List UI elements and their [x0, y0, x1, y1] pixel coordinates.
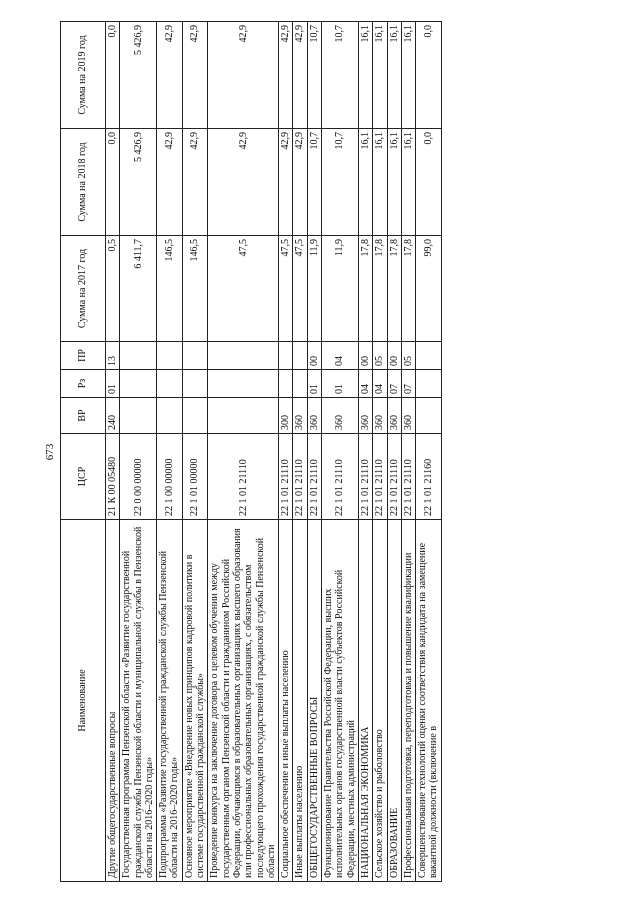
budget-table [60, 21, 442, 882]
cell-csr: 22 1 01 21160 [416, 434, 442, 520]
cell-sum-2017: 146,5 [182, 236, 208, 342]
cell-pr [120, 342, 157, 370]
cell-rz: 04 [358, 370, 372, 398]
cell-name: Сельское хозяйство и рыболовство [373, 520, 387, 882]
cell-rz [120, 370, 157, 398]
cell-rz: 07 [387, 370, 401, 398]
header-pr: ПР [61, 342, 106, 370]
cell-name: ОБРАЗОВАНИЕ [387, 520, 401, 882]
cell-sum-2017: 11,9 [322, 236, 359, 342]
cell-csr: 21 К 00 05480 [106, 434, 120, 520]
cell-name: Профессиональная подготовка, переподготовка и повышение квалификации [401, 520, 415, 882]
cell-sum-2019: 42,9 [182, 22, 208, 129]
table-header-row [61, 22, 106, 882]
cell-sum-2017: 99,0 [416, 236, 442, 342]
cell-rz: 01 [307, 370, 321, 398]
header-sum-2017: Сумма на 2017 год [61, 236, 106, 342]
table-row [416, 22, 442, 882]
cell-sum-2018: 5 426,9 [120, 129, 157, 236]
cell-pr [208, 342, 279, 370]
cell-sum-2018: 16,1 [373, 129, 387, 236]
header-vr: ВР [61, 398, 106, 434]
cell-pr: 13 [106, 342, 120, 370]
cell-csr: 22 0 00 00000 [120, 434, 157, 520]
table-row [387, 22, 401, 882]
cell-name: Функционирование Правительства Российской Федерации, высших исполнительных органов государственной власти субъектов Российской Федерации, местных администраций [322, 520, 359, 882]
cell-name: Социальное обеспечение и иные выплаты населению [279, 520, 293, 882]
cell-sum-2018: 16,1 [358, 129, 372, 236]
cell-name: Подпрограмма «Развитие государственной гражданской службы Пензенской области на 2016–2020 годы» [157, 520, 183, 882]
cell-name: Совершенствование технологий оценки соответствия кандидата на замещение вакантной должности (включение в [416, 520, 442, 882]
cell-sum-2017: 17,8 [401, 236, 415, 342]
cell-csr: 22 1 01 21110 [358, 434, 372, 520]
cell-rz [182, 370, 208, 398]
cell-sum-2018: 42,9 [157, 129, 183, 236]
cell-sum-2017: 17,8 [373, 236, 387, 342]
cell-vr: 360 [293, 398, 307, 434]
cell-sum-2017: 47,5 [279, 236, 293, 342]
cell-rz: 04 [373, 370, 387, 398]
cell-sum-2017: 47,5 [293, 236, 307, 342]
cell-sum-2017: 6 411,7 [120, 236, 157, 342]
header-csr: ЦСР [61, 434, 106, 520]
cell-vr [208, 398, 279, 434]
cell-vr: 360 [358, 398, 372, 434]
cell-rz [208, 370, 279, 398]
table-row [293, 22, 307, 882]
cell-sum-2017: 146,5 [157, 236, 183, 342]
cell-pr: 00 [387, 342, 401, 370]
cell-sum-2018: 0,0 [106, 129, 120, 236]
cell-name: НАЦИОНАЛЬНАЯ ЭКОНОМИКА [358, 520, 372, 882]
cell-name: Иные выплаты населению [293, 520, 307, 882]
cell-sum-2019: 42,9 [157, 22, 183, 129]
cell-rz [416, 370, 442, 398]
cell-name: Другие общегосударственные вопросы [106, 520, 120, 882]
table-row [373, 22, 387, 882]
table-row [182, 22, 208, 882]
table-body [106, 22, 442, 882]
cell-sum-2019: 42,9 [293, 22, 307, 129]
table-row [120, 22, 157, 882]
cell-name: ОБЩЕГОСУДАРСТВЕННЫЕ ВОПРОСЫ [307, 520, 321, 882]
cell-csr: 22 1 01 21110 [373, 434, 387, 520]
cell-sum-2019: 5 426,9 [120, 22, 157, 129]
cell-sum-2018: 16,1 [387, 129, 401, 236]
cell-vr: 360 [307, 398, 321, 434]
cell-sum-2017: 11,9 [307, 236, 321, 342]
table-row [401, 22, 415, 882]
cell-rz [293, 370, 307, 398]
cell-csr: 22 1 01 21110 [208, 434, 279, 520]
cell-pr: 04 [322, 342, 359, 370]
cell-sum-2019: 16,1 [387, 22, 401, 129]
cell-name: Проведение конкурса на заключение договора о целевом обучении между государственным органом Пензенской области и гражданином Российской Федерации, обучающимся в образовательных организациях высшего образования или профессиональных образовательных организациях, с обязательством последующего прохождения государственной гражданской службы Пензенской области [208, 520, 279, 882]
header-sum-2019: Сумма на 2019 год [61, 22, 106, 129]
rotated-page [60, 22, 580, 882]
table-row [307, 22, 321, 882]
cell-pr [182, 342, 208, 370]
cell-sum-2019: 16,1 [401, 22, 415, 129]
cell-rz [157, 370, 183, 398]
cell-vr: 240 [106, 398, 120, 434]
cell-sum-2019: 0,0 [416, 22, 442, 129]
cell-csr: 22 1 01 21110 [307, 434, 321, 520]
cell-vr [416, 398, 442, 434]
cell-rz: 01 [106, 370, 120, 398]
cell-sum-2018: 42,9 [182, 129, 208, 236]
cell-sum-2018: 10,7 [322, 129, 359, 236]
cell-csr: 22 1 01 00000 [182, 434, 208, 520]
cell-sum-2019: 10,7 [322, 22, 359, 129]
cell-csr: 22 1 01 21110 [387, 434, 401, 520]
table-row [358, 22, 372, 882]
table-row [322, 22, 359, 882]
cell-rz: 01 [322, 370, 359, 398]
header-rz: Рз [61, 370, 106, 398]
cell-vr: 360 [373, 398, 387, 434]
cell-sum-2019: 16,1 [358, 22, 372, 129]
cell-sum-2018: 42,9 [279, 129, 293, 236]
cell-sum-2019: 16,1 [373, 22, 387, 129]
cell-pr [293, 342, 307, 370]
table-row [106, 22, 120, 882]
cell-rz [279, 370, 293, 398]
cell-sum-2019: 10,7 [307, 22, 321, 129]
table-row [279, 22, 293, 882]
cell-sum-2017: 0,5 [106, 236, 120, 342]
table-row [157, 22, 183, 882]
cell-vr: 300 [279, 398, 293, 434]
cell-sum-2017: 47,5 [208, 236, 279, 342]
cell-pr: 00 [358, 342, 372, 370]
cell-vr: 360 [322, 398, 359, 434]
cell-sum-2019: 42,9 [208, 22, 279, 129]
cell-csr: 22 1 01 21110 [279, 434, 293, 520]
cell-pr [157, 342, 183, 370]
cell-pr [416, 342, 442, 370]
table-row [208, 22, 279, 882]
cell-sum-2018: 42,9 [293, 129, 307, 236]
header-name: Наименование [61, 520, 106, 882]
cell-csr: 22 1 01 21110 [293, 434, 307, 520]
cell-pr [279, 342, 293, 370]
cell-pr: 00 [307, 342, 321, 370]
cell-name: Основное мероприятие «Внедрение новых принципов кадровой политики в системе государственной гражданской службы» [182, 520, 208, 882]
cell-sum-2018: 42,9 [208, 129, 279, 236]
cell-sum-2019: 0,0 [106, 22, 120, 129]
cell-sum-2019: 42,9 [279, 22, 293, 129]
cell-rz: 07 [401, 370, 415, 398]
cell-vr [157, 398, 183, 434]
cell-sum-2017: 17,8 [387, 236, 401, 342]
cell-csr: 22 1 01 21110 [401, 434, 415, 520]
cell-sum-2018: 16,1 [401, 129, 415, 236]
cell-csr: 22 1 00 00000 [157, 434, 183, 520]
cell-vr [182, 398, 208, 434]
cell-pr: 05 [401, 342, 415, 370]
cell-sum-2018: 10,7 [307, 129, 321, 236]
cell-vr [120, 398, 157, 434]
cell-vr: 360 [387, 398, 401, 434]
cell-sum-2018: 0,0 [416, 129, 442, 236]
page-number: 673 [44, 443, 56, 461]
cell-pr: 05 [373, 342, 387, 370]
header-sum-2018: Сумма на 2018 год [61, 129, 106, 236]
cell-name: Государственная программа Пензенской области «Развитие государственной гражданской службы Пензенской области и муниципальной службы в Пензенской области на 2016–2020 годы» [120, 520, 157, 882]
cell-vr: 360 [401, 398, 415, 434]
cell-csr: 22 1 01 21110 [322, 434, 359, 520]
cell-sum-2017: 17,8 [358, 236, 372, 342]
